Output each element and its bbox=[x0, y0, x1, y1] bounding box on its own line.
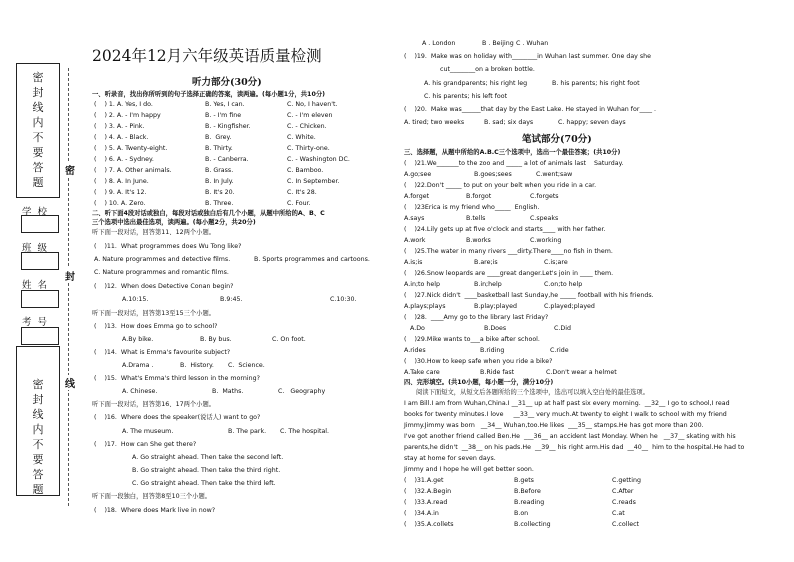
q19-option-c: C. his parents; his left foot bbox=[424, 93, 508, 100]
question-11: ( )11. What programmes does Wu Tong like? bbox=[94, 243, 242, 250]
q24-option-a: A.work bbox=[404, 237, 426, 244]
q19-option-b: B. his parents; his right foot bbox=[552, 80, 640, 87]
list-item: C. - Washington DC. bbox=[287, 156, 350, 163]
list-item: ( ) 2. A. - I'm happy bbox=[94, 112, 161, 119]
listening-heading: 听力部分(30分) bbox=[192, 77, 262, 88]
q14-option-c: C. Science. bbox=[228, 362, 265, 369]
question-12: ( )12. When does Detective Conan begin? bbox=[94, 283, 234, 290]
q12-option-a: A.10:15. bbox=[122, 296, 149, 303]
list-item: ( ) 8. A. In June. bbox=[94, 178, 149, 185]
exam-number-label: 考 号 bbox=[22, 317, 48, 328]
part1-heading: 一、听录音，找出你所听到的句子选择正确的答案，读两遍。(每小题1分，共10分) bbox=[92, 91, 325, 98]
question-19-cont: cut________on a broken bottle. bbox=[440, 66, 535, 73]
list-item: B. Yes, I can. bbox=[205, 101, 245, 108]
question-13: ( )13. How does Emma go to school? bbox=[94, 323, 218, 330]
q28-option-b: B.Does bbox=[484, 325, 507, 332]
dialog4-intro: 听下面一段独白，回答第8至10三个小题。 bbox=[92, 493, 212, 500]
list-item: B. - Canberra. bbox=[205, 156, 249, 163]
passage-line: books for twenty minutes.I love __33__ very much.At twenty to eight I walk to school with my friend bbox=[404, 411, 727, 418]
question-27: ( )27.Nick didn't ____basketball last Sunday,he _____ football with his friends. bbox=[404, 292, 654, 299]
part3-heading: 三、选择题，从题中所给的A.B.C三个选项中，选出一个最佳答案；(共10分) bbox=[404, 149, 621, 156]
question-22: ( )22.Don't _____ to put on your belt when you ride in a car. bbox=[404, 182, 597, 189]
q30-option-a: A.Take care bbox=[404, 369, 440, 376]
dialog2-intro: 听下面一段对话，回答第13至15三个小题。 bbox=[92, 310, 216, 317]
q22-option-b: B.forgot bbox=[466, 193, 492, 200]
passage-line: Jimmy.Jimmy was born __34__ Wuhan,too.He likes ___35__ stamps.He has got more than 200. bbox=[404, 422, 704, 429]
seal-box-bottom bbox=[16, 346, 60, 496]
question-18: ( )18. Where does Mark live in now? bbox=[94, 507, 216, 514]
q23-option-b: B.tells bbox=[466, 215, 486, 222]
list-item: C. - Chicken. bbox=[287, 123, 327, 130]
list-item: B.reading bbox=[514, 499, 545, 506]
q16-option-b: B. The park. bbox=[228, 428, 267, 435]
q14-option-a: A.Drama . bbox=[122, 362, 154, 369]
part4-heading: 四、完形填空。(共10小题，每小题一分，满分10分) bbox=[404, 379, 554, 386]
q26-option-a: A.in;to help bbox=[404, 281, 440, 288]
q17-option-b: B. Go straight ahead. Then take the third right. bbox=[132, 467, 281, 474]
question-20: ( )20. Make was______that day by the East Lake. He stayed in Wuhan for____ . bbox=[404, 106, 657, 113]
list-item: C. It's 28. bbox=[287, 189, 317, 196]
q18-option-a: A . London bbox=[422, 40, 456, 47]
q22-option-a: A.forget bbox=[404, 193, 430, 200]
q14-option-b: B. History. bbox=[180, 362, 214, 369]
list-item: ( ) 9. A. It's 12. bbox=[94, 189, 147, 196]
exam-title: 2024年12月六年级英语质量检测 bbox=[92, 47, 322, 65]
list-item: B.collecting bbox=[514, 521, 551, 528]
dialog3-intro: 听下面一段对话，回答第16、17两个小题。 bbox=[92, 401, 216, 408]
q24-option-b: B.works bbox=[466, 237, 491, 244]
q21-option-c: C.went;saw bbox=[536, 171, 573, 178]
q15-option-c: C. Geography bbox=[278, 388, 326, 395]
q26-option-c: C.on;to help bbox=[544, 281, 583, 288]
list-item: C.collect bbox=[612, 521, 640, 528]
list-item: B. Thirty. bbox=[205, 145, 233, 152]
q17-option-a: A. Go straight ahead. Then take the second left. bbox=[132, 454, 284, 461]
list-item: B.gets bbox=[514, 477, 534, 484]
q11-option-a: A. Nature programmes and detective films. bbox=[94, 256, 231, 263]
list-item: B.on bbox=[514, 510, 529, 517]
question-19: ( )19. Make was on holiday with________in Wuhan last summer. One day she bbox=[404, 53, 652, 60]
question-23: ( )23Erica is my friend who_____ English. bbox=[404, 204, 540, 211]
question-21: ( )21.We_______to the zoo and _____ a lot of animals last Saturday. bbox=[404, 160, 624, 167]
seal-char-feng: 封 bbox=[65, 268, 75, 283]
list-item: ( ) 5. A. Twenty-eight. bbox=[94, 145, 168, 152]
list-item: C. Thirty-one. bbox=[287, 145, 330, 152]
list-item: ( ) 7. A. Other animals. bbox=[94, 167, 172, 174]
list-item: C.After bbox=[612, 488, 634, 495]
school-field[interactable] bbox=[21, 215, 59, 233]
list-item: C.getting bbox=[612, 477, 641, 484]
list-item: B. Three. bbox=[205, 200, 234, 207]
q13-option-a: A.By bike. bbox=[122, 336, 154, 343]
q29-option-a: A.rides bbox=[404, 347, 426, 354]
list-item: ( )32.A.Begin bbox=[404, 488, 452, 495]
q16-option-a: A. The museum. bbox=[122, 428, 174, 435]
q17-option-c: C. Go straight ahead. Then take the third left. bbox=[132, 480, 276, 487]
q21-option-a: A.go;see bbox=[404, 171, 432, 178]
q20-option-b: B. sad; six days bbox=[484, 119, 534, 126]
q15-option-b: B. Maths. bbox=[212, 388, 244, 395]
list-item: ( ) 3. A. - Pink. bbox=[94, 123, 145, 130]
question-24: ( )24.Lily gets up at five o'clock and starts____ with her father. bbox=[404, 226, 606, 233]
exam-number-field[interactable] bbox=[21, 327, 59, 345]
q25-option-a: A.is;is bbox=[404, 259, 423, 266]
question-25: ( )25.The water in many rivers ___dirty.There____no fish in them. bbox=[404, 248, 613, 255]
part2-heading-cont: 三个选项中选出最佳选项，读两遍。(每小题2分，共20分) bbox=[92, 219, 256, 226]
list-item: C.at bbox=[612, 510, 625, 517]
part2-heading: 二、听下面4段对话或独白，每段对话或独白后有几个小题，从题中所给的A、B、C bbox=[92, 210, 325, 217]
list-item: ( )34.A.in bbox=[404, 510, 439, 517]
q25-option-b: B.are;is bbox=[474, 259, 498, 266]
question-28: ( )28. ____Amy go to the library last Friday? bbox=[404, 314, 549, 321]
passage-line: Jimmy and I hope he will get better soon. bbox=[404, 466, 534, 473]
q13-option-c: C. On foot. bbox=[272, 336, 306, 343]
list-item: C. - I'm eleven bbox=[287, 112, 333, 119]
list-item: C. Bamboo. bbox=[287, 167, 324, 174]
seal-notice-bottom: 密 封 线 内 不 要 答 题 bbox=[32, 378, 44, 496]
school-label: 学 校 bbox=[22, 207, 48, 218]
q20-option-a: A. tired; two weeks bbox=[404, 119, 465, 126]
name-label: 姓 名 bbox=[22, 280, 48, 291]
list-item: B. Grey. bbox=[205, 134, 232, 141]
seal-notice-top: 密 封 线 内 不 要 答 题 bbox=[32, 71, 44, 189]
list-item: C. No, I haven't. bbox=[287, 101, 338, 108]
q23-option-a: A.says bbox=[404, 215, 425, 222]
question-14: ( )14. What is Emma's favourite subject? bbox=[94, 349, 231, 356]
q12-option-b: B.9:45. bbox=[220, 296, 243, 303]
list-item: C. In September. bbox=[287, 178, 340, 185]
q28-option-c: C.Did bbox=[554, 325, 571, 332]
q27-option-b: B.play;played bbox=[474, 303, 517, 310]
passage-line: parents,he didn't __38__ on his pads.He __39__ his right arm.His dad __40__ him to the hospital.He had to bbox=[404, 444, 745, 451]
class-field[interactable] bbox=[21, 252, 59, 270]
q18-option-b: B . Beijing bbox=[482, 40, 514, 47]
q18-option-c: C . Wuhan bbox=[516, 40, 549, 47]
q19-option-a: A. his grandparents; his right leg bbox=[424, 80, 528, 87]
q13-option-b: B. By bus. bbox=[200, 336, 232, 343]
q28-option-a: A.Do bbox=[410, 325, 425, 332]
list-item: C. White. bbox=[287, 134, 316, 141]
list-item: ( )31.A.get bbox=[404, 477, 444, 484]
seal-char-xian: 线 bbox=[65, 375, 75, 390]
list-item: B. It's 20. bbox=[205, 189, 235, 196]
list-item: ( ) 6. A. - Sydney. bbox=[94, 156, 154, 163]
question-26: ( )26.Snow leopards are ____great danger.Let's join in ____ them. bbox=[404, 270, 614, 277]
q11-option-c: C. Nature programmes and romantic films. bbox=[94, 269, 229, 276]
q20-option-c: C. happy; seven days bbox=[558, 119, 626, 126]
list-item: B. - I'm fine bbox=[205, 112, 242, 119]
seal-char-mi: 密 bbox=[65, 162, 75, 177]
class-label: 班 级 bbox=[22, 243, 48, 254]
list-item: ( )35.A.collets bbox=[404, 521, 454, 528]
q26-option-b: B.in;help bbox=[474, 281, 502, 288]
q11-option-b: B. Sports programmes and cartoons. bbox=[254, 256, 370, 263]
list-item: ( ) 4. A. - Black. bbox=[94, 134, 149, 141]
dialog1-intro: 听下面一段对话，回答第11、12两个小题。 bbox=[92, 229, 216, 236]
passage-line: stay at home for seven days. bbox=[404, 455, 496, 462]
list-item: ( ) 1. A. Yes, I do. bbox=[94, 101, 153, 108]
list-item: C. Four. bbox=[287, 200, 311, 207]
list-item: B. In July. bbox=[205, 178, 234, 185]
passage-line: I've got another friend called Ben.He ___36__ an accident last Monday. When he __37__ skating with his bbox=[404, 433, 736, 440]
question-16: ( )16. Where does the speaker(说话人) want to go? bbox=[94, 414, 261, 421]
q27-option-c: C.played;played bbox=[544, 303, 595, 310]
q21-option-b: B.goes;sees bbox=[474, 171, 512, 178]
q25-option-c: C.is;are bbox=[544, 259, 568, 266]
q27-option-a: A.plays;plays bbox=[404, 303, 446, 310]
written-heading: 笔试部分(70分) bbox=[522, 134, 592, 145]
q24-option-c: C.working bbox=[530, 237, 562, 244]
list-item: B.Before bbox=[514, 488, 541, 495]
list-item: B. Grass. bbox=[205, 167, 234, 174]
question-29: ( )29.Mike wants to___a bike after school. bbox=[404, 336, 540, 343]
passage-line: I am Bill.I am from Wuhan,China.I __31__ up at half past six every morning. __32__ I go to school,I read bbox=[404, 400, 730, 407]
question-30: ( )30.How to keep safe when you ride a bike? bbox=[404, 358, 553, 365]
q30-option-c: C.Don't wear a helmet bbox=[546, 369, 617, 376]
question-17: ( )17. How can She get there? bbox=[94, 441, 197, 448]
q16-option-c: C. The hospital. bbox=[280, 428, 330, 435]
list-item: ( )33.A.read bbox=[404, 499, 448, 506]
part4-intro: 阅读下面短文，从短文后各题所给的三个选项中，选出可以填入空白处的最佳选项。 bbox=[416, 389, 649, 396]
list-item: B. - Kingfisher. bbox=[205, 123, 251, 130]
q23-option-c: C.speaks bbox=[530, 215, 559, 222]
seal-box-top bbox=[16, 63, 60, 198]
name-field[interactable] bbox=[21, 290, 59, 308]
list-item: C.reads bbox=[612, 499, 636, 506]
q22-option-c: C.forgets bbox=[530, 193, 559, 200]
q29-option-b: B.riding bbox=[480, 347, 505, 354]
question-15: ( )15. What's Emma's third lesson in the morning? bbox=[94, 375, 260, 382]
q15-option-a: A. Chinese. bbox=[122, 388, 158, 395]
q29-option-c: C.ride bbox=[550, 347, 569, 354]
list-item: ( ) 10. A. Zero. bbox=[94, 200, 146, 207]
seal-dashed-line bbox=[68, 68, 69, 506]
q30-option-b: B.Ride fast bbox=[480, 369, 515, 376]
q12-option-c: C.10:30. bbox=[330, 296, 357, 303]
